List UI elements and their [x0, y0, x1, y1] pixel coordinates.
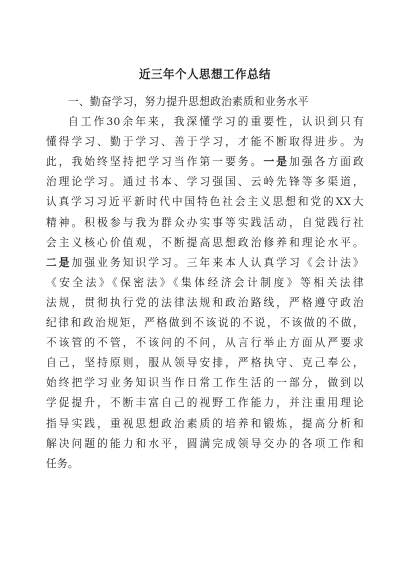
paragraph-line: 解决问题的能力和水平，圆满完成领导交办的各项工作和	[46, 437, 364, 450]
paragraph-line: 始终把学习业务知识当作日常工作生活的一部分，做到以	[46, 377, 364, 390]
paragraph-line: 治理论学习。通过书本、学习强国、云岭先锋等多渠道，	[46, 176, 364, 189]
point-two-marker: 二是	[46, 256, 72, 269]
paragraph-line: 自工作30余年来，我深懂学习的重要性，认识到只有	[68, 116, 364, 129]
paragraph-line	[46, 152, 364, 172]
paragraph-line: 不该管的不管，不该问的不问，从言行举止方面从严要求	[46, 337, 364, 350]
paragraph-line: 懂得学习、勤于学习、善于学习，才能不断取得进步。为	[46, 136, 364, 149]
paragraph-line: 纪律和政治规矩，严格做到不该说的不说，不该做的不做，	[46, 317, 364, 330]
paragraph-text: 加强各方面政	[289, 156, 364, 169]
paragraph-line: 学促提升，不断丰富自己的视野工作能力，并注重用理论	[46, 397, 364, 410]
paragraph-line: 精神。积极参与我为群众办实事等实践活动，自觉践行社	[46, 216, 364, 229]
paragraph-line: 自己，坚持原则，服从领导安排，严格执守、克己奉公，	[46, 357, 364, 370]
paragraph-line: 法规，贯彻执行党的法律法规和政治路线，严格遵守政治	[46, 296, 364, 309]
paragraph-line: 会主义核心价值观，不断提高思想政治修养和理论水平。	[46, 236, 364, 249]
paragraph-line: 指导实践，重视思想政治素质的培养和锻炼，提高分析和	[46, 417, 364, 430]
paragraph-line: 《安全法》《保密法》《集体经济会计制度》等相关法律	[46, 276, 364, 289]
document-title: 近三年个人思想工作总结	[139, 67, 271, 81]
point-one-marker: 一是	[263, 156, 290, 169]
section-heading: 一、勤奋学习，努力提升思想政治素质和业务水平	[68, 96, 309, 108]
paragraph-line	[46, 253, 364, 273]
paragraph-line: 认真学习习近平新时代中国特色社会主义思想和党的XX大	[46, 196, 364, 209]
paragraph-line: 任务。	[46, 457, 79, 470]
paragraph-text: 此，我始终坚持把学习当作第一要务。	[46, 156, 264, 169]
paragraph-text: 加强业务知识学习。三年来本人认真学习《会计法》	[71, 256, 364, 269]
